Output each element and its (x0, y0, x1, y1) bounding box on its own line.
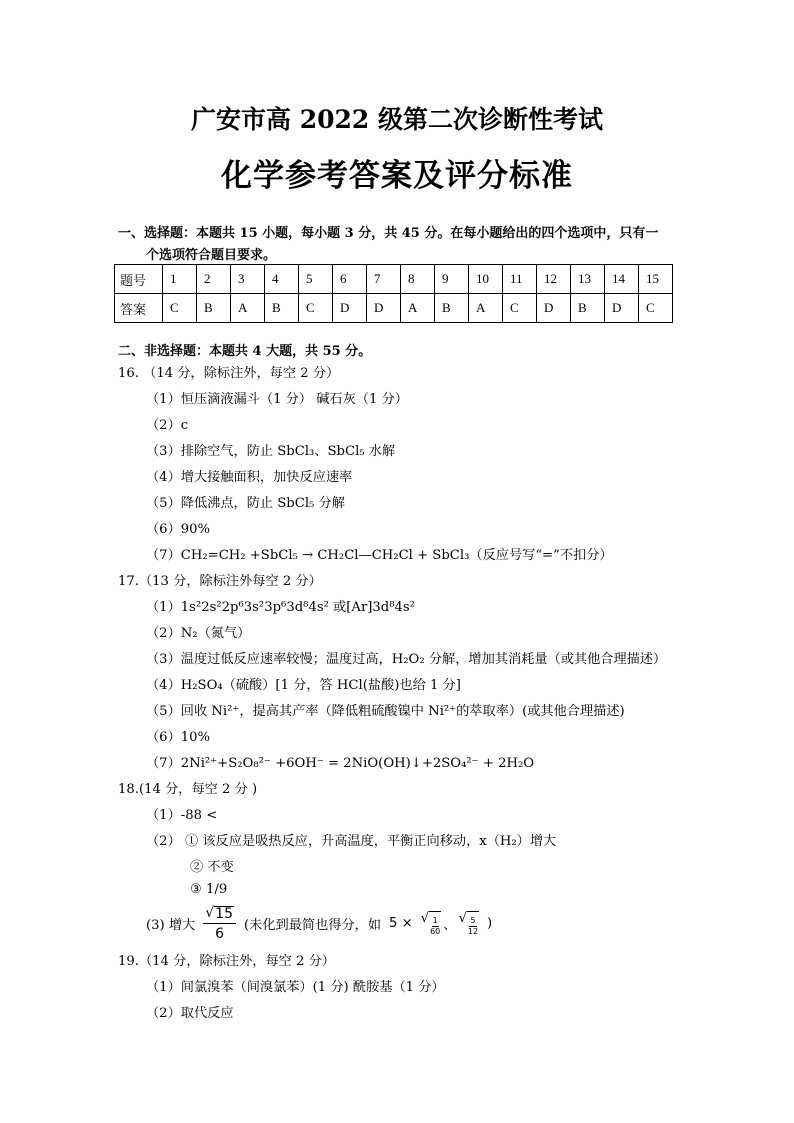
q17-answer-1: （1）1s²2s²2p⁶3s²3p⁶3d⁸4s² 或[Ar]3d⁸4s² (146, 600, 415, 615)
table-cell: 2 (197, 265, 231, 294)
q17-answer-3: （3）温度过低反应速率较慢；温度过高，H₂O₂ 分解，增加其消耗量（或其他合理描述） (146, 652, 667, 667)
q16-answer-2: （2）c (146, 418, 189, 433)
q18-header: 18.(14 分，每空 2 分 ) (118, 782, 258, 797)
fraction-denominator: 12 (467, 927, 479, 936)
q18-answer-1: （1）-88 < (146, 808, 218, 823)
table-cell: 12 (537, 265, 571, 294)
table-row (115, 265, 673, 294)
q18-answer-3-note: (未化到最简也得分，如 (244, 918, 382, 933)
sqrt-icon: √ (420, 911, 430, 926)
q16-answer-7: （7）CH₂=CH₂ +SbCl₅ → CH₂Cl—CH₂Cl + SbCl₃（反应号写“=”不扣分） (146, 548, 613, 563)
section1-heading: 一、选择题：本题共 15 小题，每小题 3 分，共 45 分。在每小题给出的四个选项中，只有一 (118, 226, 659, 241)
q18-answer-3-sep: 、 (443, 918, 457, 933)
table-cell: 1 (163, 265, 197, 294)
table-cell: 9 (435, 265, 469, 294)
q17-answer-6: （6）10% (146, 730, 211, 745)
table-cell: 4 (265, 265, 299, 294)
table-cell: D (537, 294, 571, 323)
table-cell: 8 (401, 265, 435, 294)
q17-answer-4: （4）H₂SO₄（硫酸）[1 分，答 HCl(盐酸)也给 1 分] (146, 678, 461, 693)
table-cell: A (401, 294, 435, 323)
table-cell: B (571, 294, 605, 323)
q17-header: 17.（13 分，除标注外每空 2 分） (118, 574, 322, 589)
q18-answer-2b: ② 不变 (190, 860, 234, 875)
q17-answer-2: （2）N₂（氮气） (146, 626, 251, 641)
table-cell: C (163, 294, 197, 323)
page-subtitle: 化学参考答案及评分标准 (221, 158, 573, 194)
fraction-numerator: 15 (215, 906, 233, 922)
table-cell: 3 (231, 265, 265, 294)
q16-answer-5: （5）降低沸点，防止 SbCl₅ 分解 (146, 496, 345, 511)
section1-heading-cont: 个选项符合题目要求。 (146, 248, 277, 263)
table-cell: 7 (367, 265, 401, 294)
table-cell: B (197, 294, 231, 323)
sqrt-icon: √ (205, 905, 215, 921)
q17-answer-5: （5）回收 Ni²⁺，提高其产率（降低粗硫酸镍中 Ni²⁺的萃取率）(或其他合理描述) (146, 704, 625, 719)
fraction-denominator: 6 (215, 926, 225, 942)
table-cell: D (605, 294, 639, 323)
table-cell: A (469, 294, 503, 323)
page-title: 广安市高 2022 级第二次诊断性考试 (191, 105, 603, 134)
table-cell: 15 (639, 265, 673, 294)
table-cell: B (435, 294, 469, 323)
table-row (115, 294, 673, 323)
q18-answer-3-close: ) (487, 916, 493, 931)
table-cell: 14 (605, 265, 639, 294)
fraction-denominator: 60 (430, 927, 441, 936)
q16-answer-4: （4）增大接触面积，加快反应速率 (146, 470, 353, 485)
sqrt-1-over-60 (421, 911, 442, 936)
q16-answer-3: （3）排除空气，防止 SbCl₃、SbCl₅ 水解 (146, 444, 396, 459)
q18-answer-2: （2） ① 该反应是吸热反应，升高温度，平衡正向移动，x（H₂）增大 (146, 834, 557, 849)
table-cell: A (231, 294, 265, 323)
q18-answer-3-prefix: (3) 增大 (146, 918, 196, 933)
q16-answer-6: （6）90% (146, 522, 211, 537)
q19-header: 19.（14 分，除标注外，每空 2 分） (118, 954, 335, 969)
q16-answer-1: （1）恒压滴液漏斗（1 分） 碱石灰（1 分） (146, 392, 408, 407)
fraction-numerator: 1 (432, 916, 438, 925)
sqrt-5-over-12 (458, 911, 479, 936)
q19-answer-1: （1）间氯溴苯（间溴氯苯）(1 分) 酰胺基（1 分） (146, 980, 445, 995)
sqrt15-over-6-fraction (203, 906, 236, 941)
q18-answer-2c: ③ 1/9 (190, 882, 228, 897)
table-cell: B (265, 294, 299, 323)
q18-answer-3-mult: 5 × (389, 916, 413, 931)
table-cell: 11 (503, 265, 537, 294)
table-cell: 6 (333, 265, 367, 294)
section2-heading: 二、非选择题：本题共 4 大题，共 55 分。 (118, 344, 372, 359)
q17-answer-7: （7）2Ni²⁺+S₂O₈²⁻ +6OH⁻ = 2NiO(OH)↓+2SO₄²⁻ + 2H₂O (146, 756, 535, 771)
q19-answer-2: （2）取代反应 (146, 1006, 234, 1021)
table-cell: C (639, 294, 673, 323)
table-cell: 10 (469, 265, 503, 294)
sqrt-icon: √ (458, 911, 467, 926)
q16-header: 16. （14 分，除标注外，每空 2 分） (118, 366, 340, 381)
table-cell: 13 (571, 265, 605, 294)
table-cell: D (367, 294, 401, 323)
answer-table (114, 264, 673, 323)
table-cell: D (333, 294, 367, 323)
fraction-numerator: 5 (470, 916, 476, 925)
row-label: 答案 (115, 294, 163, 323)
table-cell: 5 (299, 265, 333, 294)
q18-answer-3 (146, 906, 492, 941)
table-cell: C (299, 294, 333, 323)
row-label: 题号 (115, 265, 163, 294)
table-cell: C (503, 294, 537, 323)
